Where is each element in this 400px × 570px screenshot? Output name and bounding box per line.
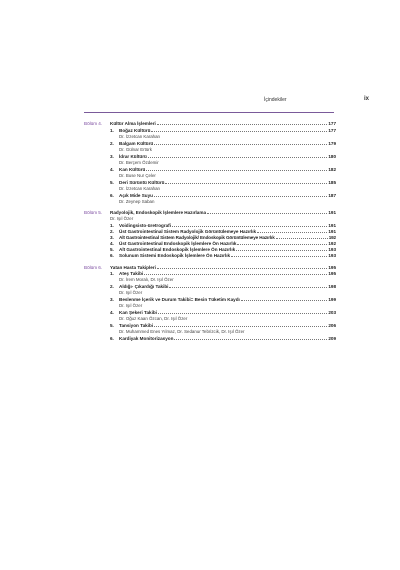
entry-title: Kan Şekeri Takibi (119, 310, 157, 315)
leader-dots (241, 300, 328, 301)
entry-title: Aldığı- Çıkardığı Takibi (119, 284, 169, 289)
entry-author: Dr. Berçem Özdemir (119, 160, 159, 165)
chapter-page: 191 (328, 210, 336, 215)
leader-dots (257, 232, 327, 233)
leader-dots (157, 124, 328, 125)
chapter-title: Kültür Alma İşlemleri (110, 121, 156, 126)
entry-title: Solunum Sistemi Endoskopik İşlemlere Ön Hazırlık (119, 253, 231, 258)
leader-dots (207, 213, 327, 214)
entry-title: Voidingsisto-üretrografi (119, 223, 171, 228)
entry-page: 191 (328, 223, 336, 228)
entry-title: Üst Gastrointestinal Sistem Radyolojik Görüntülemeye Hazırlık (119, 229, 257, 234)
entry-number: 1. (110, 128, 114, 133)
leader-dots (158, 313, 327, 314)
entry-number: 2. (110, 229, 114, 234)
entry-title: Tansiyon Takibi (119, 323, 154, 328)
entry-number: 5. (110, 323, 114, 328)
entry-number: 6. (110, 253, 114, 258)
leader-dots (169, 287, 327, 288)
entry-page: 185 (328, 180, 336, 185)
leader-dots (148, 157, 328, 158)
entry-number: 5. (110, 180, 114, 185)
entry-number: 3. (110, 297, 114, 302)
toc-entry[interactable] (0, 336, 400, 342)
chapter-page: 195 (328, 265, 336, 270)
entry-page: 199 (328, 297, 336, 302)
entry-page: 191 (328, 229, 336, 234)
running-header-title: İçindekiler (264, 97, 287, 103)
entry-title: Balgam Kültürü (119, 141, 154, 146)
entry-author: Dr. Buse Nur Çeler (119, 173, 156, 178)
entry-number: 2. (110, 284, 114, 289)
entry-title: İdrar Kültürü (119, 154, 147, 159)
leader-dots (172, 226, 327, 227)
chapter-page: 177 (328, 121, 336, 126)
entry-number: 6. (110, 336, 114, 341)
entry-author: Dr. Zeynep Saban (119, 199, 155, 204)
entry-number: 3. (110, 235, 114, 240)
leader-dots (231, 256, 327, 257)
entry-page: 177 (328, 128, 336, 133)
entry-title: Açık Mide Suyu (119, 193, 153, 198)
leader-dots (151, 131, 327, 132)
entry-author: Dr. Işıl Özer (119, 290, 143, 295)
entry-page: 206 (328, 323, 336, 328)
chapter-label: Bölüm 4. (84, 121, 103, 126)
entry-number: 4. (110, 241, 114, 246)
entry-title: Üst Gastrointestinal Endoskopik İşlemlere Ön Hazırlık (119, 241, 237, 246)
leader-dots (154, 144, 327, 145)
leader-dots (154, 326, 327, 327)
toc-entry[interactable] (0, 253, 400, 259)
entry-page: 193 (328, 247, 336, 252)
header-rule (84, 112, 334, 113)
entry-page: 209 (328, 336, 336, 341)
entry-page: 192 (328, 235, 336, 240)
entry-title: Beslenme İçerik ve Durum Takibi= Besin Tüketim Kaydı (119, 297, 240, 302)
entry-number: 1. (110, 271, 114, 276)
entry-number: 6. (110, 193, 114, 198)
entry-page: 195 (328, 271, 336, 276)
leader-dots (146, 170, 327, 171)
chapter-label: Bölüm 5. (84, 210, 103, 215)
entry-author: Dr. İzzetcan Karahan (119, 134, 161, 139)
entry-number: 4. (110, 310, 114, 315)
leader-dots (276, 238, 328, 239)
entry-title: Kardiyak Monitorizasyon (119, 336, 174, 341)
entry-title: Alt Gastrointestinal Endoskopik İşlemlere Ön Hazırlık (119, 247, 236, 252)
entry-author: Dr. İzzetcan Karahan (119, 186, 161, 191)
chapter-author: Dr. Işıl Özer (110, 216, 134, 221)
entry-author: Dr. İrem Moralı, Dr. Işıl Özer (119, 277, 174, 282)
entry-number: 2. (110, 141, 114, 146)
entry-number: 5. (110, 247, 114, 252)
leader-dots (144, 274, 327, 275)
entry-number: 4. (110, 167, 114, 172)
leader-dots (154, 196, 327, 197)
chapter-4-row[interactable] (0, 121, 400, 127)
chapter-label: Bölüm 6. (84, 265, 103, 270)
entry-page: 180 (328, 154, 336, 159)
entry-title: Kan Kültürü (119, 167, 146, 172)
entry-page: 182 (328, 167, 336, 172)
entry-title: Boğaz Kültürü (119, 128, 151, 133)
leader-dots (165, 183, 327, 184)
entry-page: 193 (328, 253, 336, 258)
entry-page: 179 (328, 141, 336, 146)
chapter-title: Radyolojik, Endoskopik İşlemlere Hazırlama (110, 210, 206, 215)
entry-page: 187 (328, 193, 336, 198)
leader-dots (174, 339, 327, 340)
leader-dots (236, 250, 327, 251)
chapter-title: Yatan Hasta Takipleri (110, 265, 156, 270)
entry-title: Ateş Takibi (119, 271, 144, 276)
page-number: ix (364, 96, 370, 102)
leader-dots (157, 268, 327, 269)
entry-author: Dr. Oğuz Kaan Özcan, Dr. Işıl Özer (119, 316, 188, 321)
entry-title: Deri Sürüntü Kültürü (119, 180, 165, 185)
entry-title: Alt Gastrointestinal Sistem Radyolojik/ Endoskopik Görüntülemeye Hazırlık (119, 235, 275, 240)
entry-author: Dr. Muhammed Enes Yılmaz, Dr. Sedanur Tebrizcik, Dr. Işıl Özer (119, 329, 245, 334)
entry-number: 3. (110, 154, 114, 159)
entry-number: 1. (110, 223, 114, 228)
entry-author: Dr. Işıl Özer (119, 303, 143, 308)
entry-page: 192 (328, 241, 336, 246)
entry-page: 203 (328, 310, 336, 315)
entry-page: 198 (328, 284, 336, 289)
leader-dots (237, 244, 327, 245)
entry-author: Dr. Gülnar Ertürk (119, 147, 152, 152)
